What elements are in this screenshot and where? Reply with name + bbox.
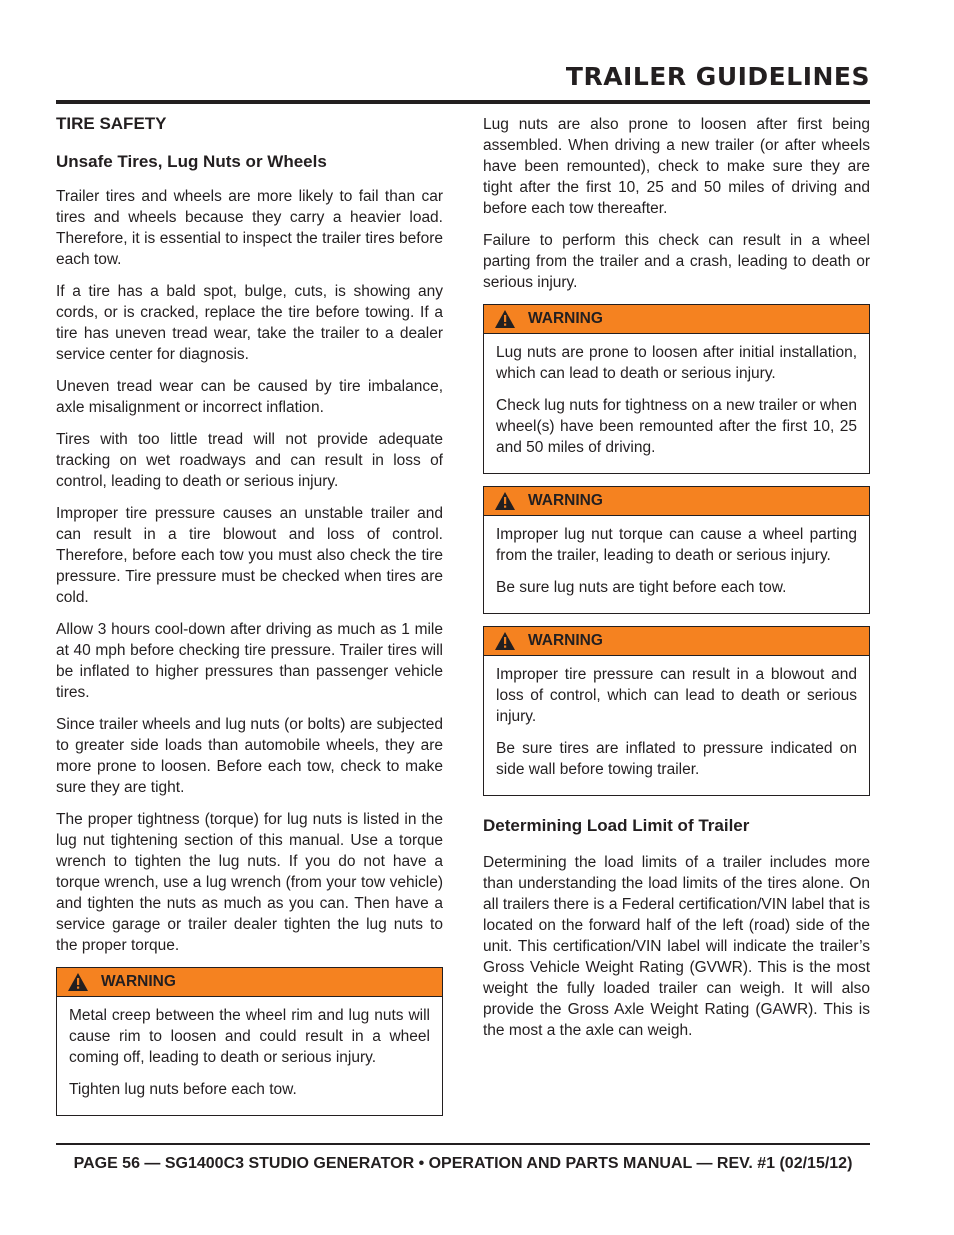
paragraph: Failure to perform this check can result in a wheel parting from the trailer and a crash, leading to death or serious injury. [483, 232, 870, 291]
paragraph: Improper tire pressure causes an unstable trailer and can result in a tire blowout and loss of control. Therefore, before each tow you must also check the tire pressure. Tire pressure must be checked when tires are cold. [56, 505, 443, 606]
warning-body [484, 656, 869, 795]
subheading-unsafe-tires: Unsafe Tires, Lug Nuts or Wheels [56, 152, 327, 171]
warning-header [484, 487, 869, 516]
warning-header [57, 968, 442, 997]
paragraph: Lug nuts are also prone to loosen after first being assembled. When driving a new trailer (or after wheels have been remounted), check to make sure they are tight after the first 10, 25 and 50 miles of driving and before each tow thereafter. [483, 116, 870, 217]
warning-header [484, 627, 869, 656]
paragraph: Allow 3 hours cool-down after driving as much as 1 mile at 40 mph before checking tire pressure. Trailer tires will be inflated to higher pressures than passenger vehicle tires. [56, 621, 443, 701]
warning-text: Improper lug nut torque can cause a wheel parting from the trailer, leading to death or serious injury. [496, 526, 857, 564]
warning-text: Lug nuts are prone to loosen after initial installation, which can lead to death or serious injury. [496, 344, 857, 382]
warning-header [484, 305, 869, 334]
warning-body [484, 516, 869, 613]
footer-rule [56, 1143, 870, 1145]
warning-label: WARNING [528, 310, 603, 327]
warning-triangle-icon [494, 631, 516, 651]
paragraph: Since trailer wheels and lug nuts (or bolts) are subjected to greater side loads than automobile wheels, they are more prone to loosen. Before each tow, check to make sure they are tight. [56, 716, 443, 796]
paragraph: The proper tightness (torque) for lug nuts is listed in the lug nut tightening section of this manual. Use a torque wrench to tighten the lug nuts. If you do not have a torque wrench, use a lug wrench (from your tow vehicle) and tighten the nuts as much as you can. Then have a service garage or trailer dealer tighten the lug nuts to the proper torque. [56, 811, 443, 954]
left-column [56, 114, 443, 1128]
warning-text: Be sure lug nuts are tight before each tow. [496, 579, 787, 596]
section-heading: TIRE SAFETY [56, 114, 167, 133]
header-rule [56, 100, 870, 104]
warning-text: Tighten lug nuts before each tow. [69, 1081, 297, 1098]
paragraph: Tires with too little tread will not provide adequate tracking on wet roadways and can result in loss of control, leading to death or serious injury. [56, 431, 443, 490]
paragraph: If a tire has a bald spot, bulge, cuts, is showing any cords, or is cracked, replace the tire before towing. If a tire has uneven tread wear, take the trailer to a dealer service center for diagnosis. [56, 283, 443, 363]
warning-triangle-icon [494, 491, 516, 511]
warning-label: WARNING [528, 632, 603, 649]
warning-triangle-icon [494, 309, 516, 329]
warning-box-lug-nut-torque [483, 486, 870, 614]
warning-box-metal-creep [56, 967, 443, 1116]
warning-box-lug-nuts-loosen [483, 304, 870, 474]
subheading-load-limit: Determining Load Limit of Trailer [483, 816, 750, 835]
page-footer: PAGE 56 — SG1400C3 STUDIO GENERATOR • OPERATION AND PARTS MANUAL — REV. #1 (02/15/12) [73, 1155, 853, 1172]
warning-label: WARNING [528, 492, 603, 509]
warning-text: Improper tire pressure can result in a blowout and loss of control, which can lead to death or serious injury. [496, 666, 857, 725]
paragraph: Uneven tread wear can be caused by tire imbalance, axle misalignment or incorrect inflation. [56, 378, 443, 416]
right-column [483, 114, 870, 1052]
warning-box-tire-pressure [483, 626, 870, 796]
warning-text: Check lug nuts for tightness on a new trailer or when wheel(s) have been remounted after the first 10, 25 and 50 miles of driving. [496, 397, 857, 456]
paragraph: Determining the load limits of a trailer includes more than understanding the load limits of the tires alone. On all trailers there is a Federal certification/VIN label that is located on the forward half of the left (road) side of the unit. This certification/VIN label will indicate the trailer’s Gross Vehicle Weight Rating (GVWR). This is the most weight the fully loaded trailer can weigh. It will also provide the Gross Axle Weight Rating (GAWR). This is the most a the axle can weigh. [483, 854, 870, 1039]
warning-body [57, 997, 442, 1115]
warning-text: Metal creep between the wheel rim and lug nuts will cause rim to loosen and could result in a wheel coming off, leading to death or serious injury. [69, 1007, 430, 1066]
paragraph: Trailer tires and wheels are more likely to fail than car tires and wheels because they carry a heavier load. Therefore, it is essential to inspect the trailer tires before each tow. [56, 188, 443, 268]
page-title: TRAILER GUIDELINES [565, 62, 870, 91]
warning-triangle-icon [67, 972, 89, 992]
warning-label: WARNING [101, 973, 176, 990]
warning-text: Be sure tires are inflated to pressure indicated on side wall before towing trailer. [496, 740, 857, 778]
warning-body [484, 334, 869, 473]
